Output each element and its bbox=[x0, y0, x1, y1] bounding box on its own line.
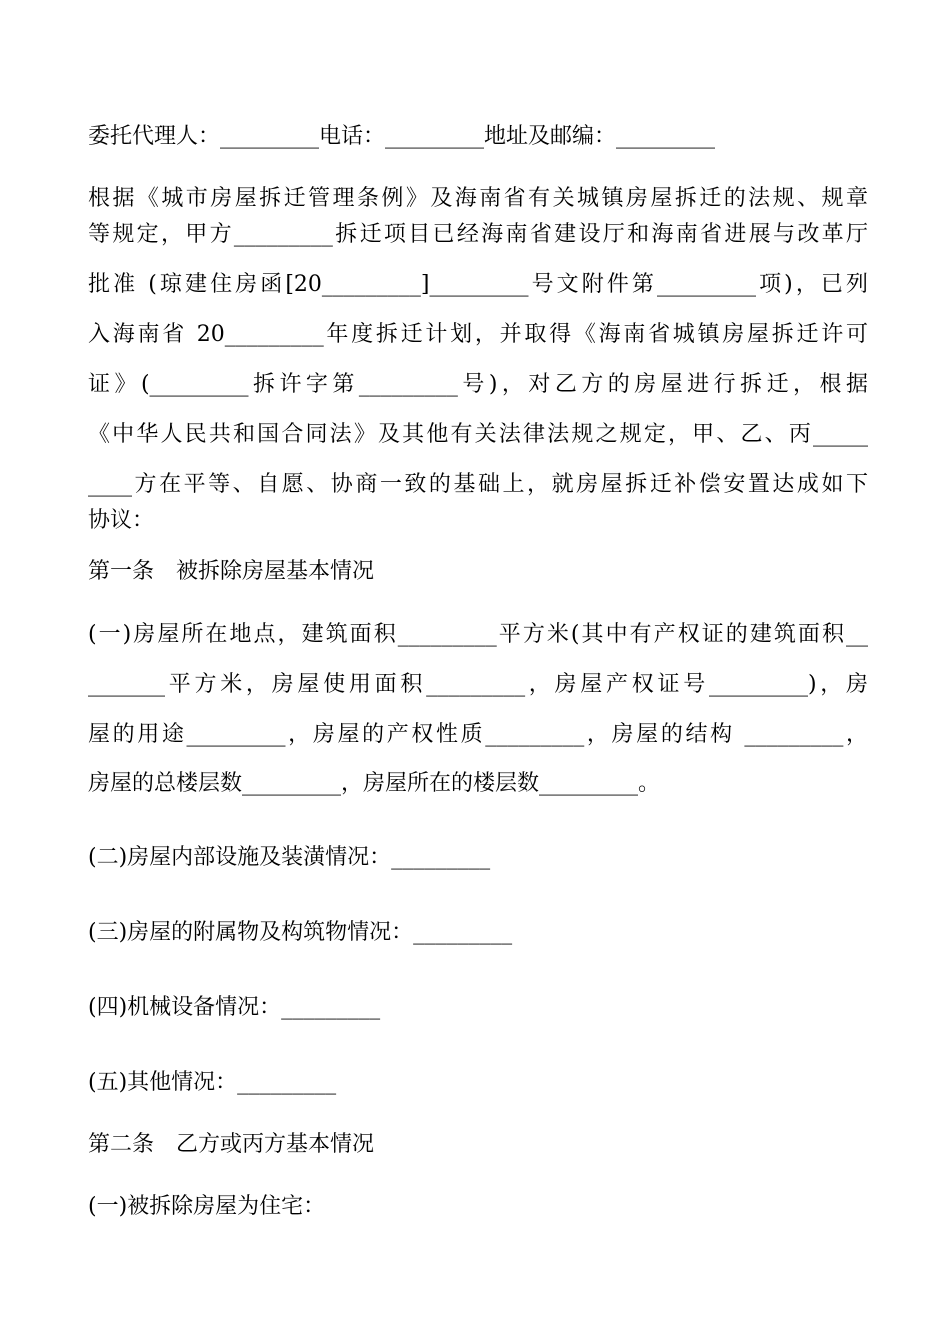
paragraph-line: 等规定，甲方_________拆迁项目已经海南省建设厅和海南省进展与改革厅 bbox=[88, 222, 868, 247]
item-line: (五)其他情况：_________ bbox=[88, 1070, 337, 1095]
paragraph-line: 根据《城市房屋拆迁管理条例》及海南省有关城镇房屋拆迁的法规、规章 bbox=[88, 186, 868, 211]
paragraph-line: 批准 (琼建住房函[20_________]_________号文附件第_________项)，已列 bbox=[88, 272, 868, 297]
agent-contact-line: 委托代理人：_________电话：_________地址及邮编：_________ bbox=[88, 124, 716, 149]
item-line: (四)机械设备情况：_________ bbox=[88, 995, 381, 1020]
paragraph-line: 屋的用途_________，房屋的产权性质_________，房屋的结构 _________， bbox=[88, 722, 868, 747]
item-line: (一)被拆除房屋为住宅： bbox=[88, 1194, 326, 1219]
article-heading: 第一条 被拆除房屋基本情况 bbox=[88, 559, 375, 584]
paragraph-line: 协议： bbox=[88, 508, 155, 533]
paragraph-line: 证》(_________拆许字第_________号)，对乙方的房屋进行拆迁，根据 bbox=[88, 372, 868, 397]
document-page bbox=[88, 0, 868, 1344]
paragraph-line: 房屋的总楼层数_________，房屋所在的楼层数_________。 bbox=[88, 771, 661, 796]
paragraph-line: (一)房屋所在地点，建筑面积_________平方米(其中有产权证的建筑面积__ bbox=[88, 622, 868, 647]
paragraph-line: 入海南省 20_________年度拆迁计划，并取得《海南省城镇房屋拆迁许可 bbox=[88, 322, 868, 347]
item-line: (二)房屋内部设施及装潢情况：_________ bbox=[88, 845, 491, 870]
article-heading: 第二条 乙方或丙方基本情况 bbox=[88, 1132, 375, 1157]
paragraph-line: ____方在平等、自愿、协商一致的基础上，就房屋拆迁补偿安置达成如下 bbox=[88, 472, 868, 497]
paragraph-line: _______平方米，房屋使用面积_________，房屋产权证号_________)，房 bbox=[88, 672, 868, 697]
paragraph-line: 《中华人民共和国合同法》及其他有关法律法规之规定，甲、乙、丙_____ bbox=[88, 422, 868, 447]
item-line: (三)房屋的附属物及构筑物情况：_________ bbox=[88, 920, 513, 945]
